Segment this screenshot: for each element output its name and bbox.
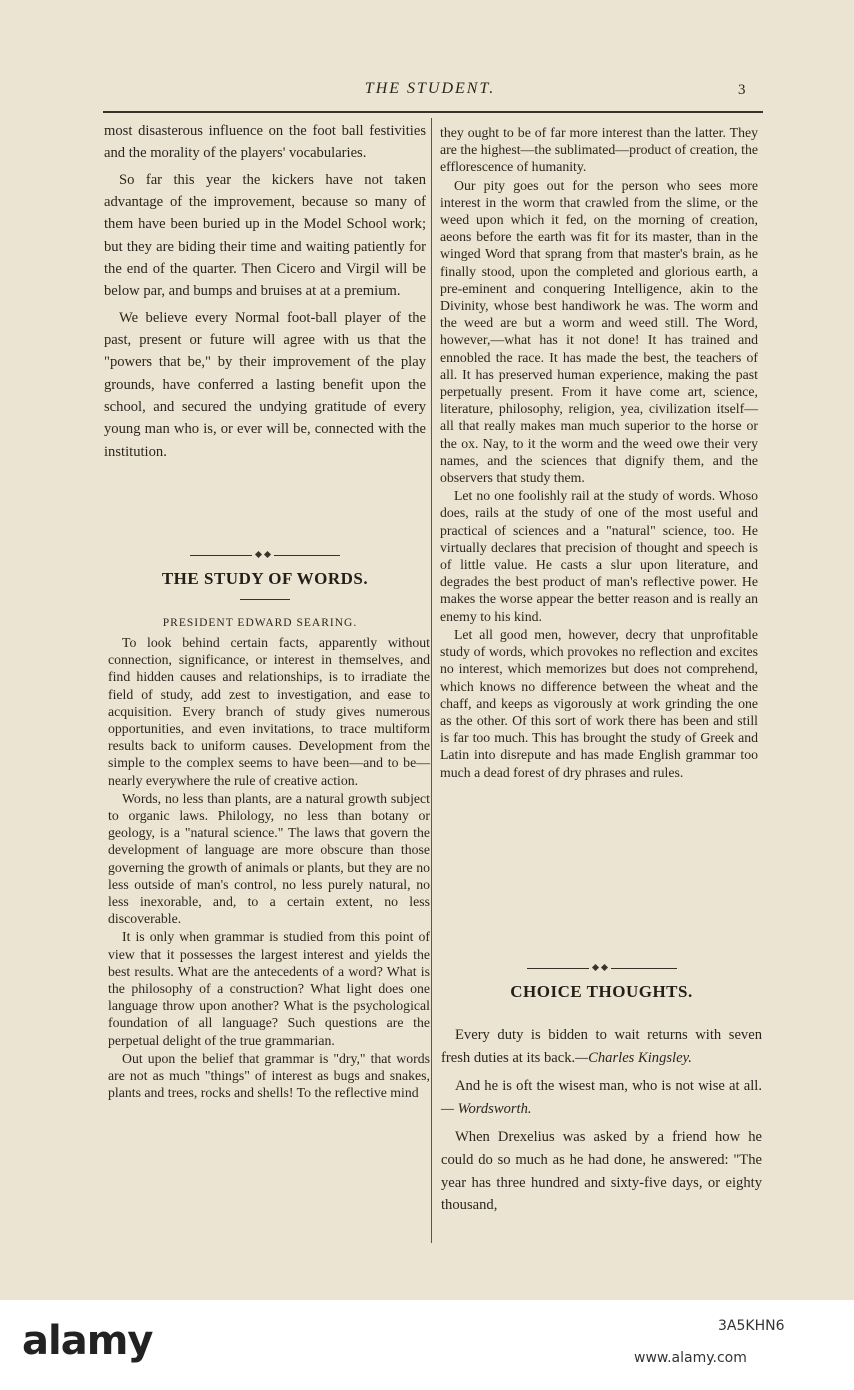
quote-attribution: —Charles Kingsley. (575, 1049, 692, 1066)
page-number: 3 (738, 82, 746, 98)
stock-url: www.alamy.com (634, 1350, 747, 1366)
title-rule (240, 599, 290, 600)
alamy-logo: alamy (22, 1318, 153, 1364)
paragraph: Let no one foolishly rail at the study of words. Whoso does, rails at the study of one of the most useful and practical of sciences and a "natural" science, too. He virtually declares that precision of thought and speech is of little value. He casts a slur upon literature, and degrades the best product of man's reflective power. He makes the worse appear the better reason and is really an enemy to his kind. (440, 488, 758, 624)
section-ornament (190, 551, 340, 561)
paragraph: Out upon the belief that grammar is "dry," that words are not as much "things" of interest as bugs and snakes, plants and trees, rocks and shells! To the reflective mind (108, 1050, 430, 1101)
paragraph: they ought to be of far more interest than the latter. They are the highest—the sublimated—product of creation, the efflorescence of humanity. (440, 125, 758, 175)
section-ornament (527, 964, 677, 974)
article-byline: PRESIDENT EDWARD SEARING. (162, 617, 358, 629)
paragraph: Our pity goes out for the person who sees more interest in the worm that crawled from the slime, or the weed upon which it fed, on the morning of creation, aeons before the earth was fit for its master, than in the winged Word that sprang from that master's brain, as he finally stood, upon the completed and glorious earth, a pre-eminent and conquering Intelligence, akin to the Divinity, whose best handiwork he was. The worm and the weed are but a worm and weed still. The Word, however,—what has it not done! It has trained and ennobled the race. It has made the best, the teachers of all. It has preserved human experience, making the past perpetually present. From it have come art, science, literature, philosophy, religion, yea, civilization itself—all that really makes man much superior to the horse or the ox. Nay, to it the worm and the weed owe their very names, and the sciences that dignify them, and the observers that study them. (440, 177, 758, 486)
image-id: 3A5KHN6 (718, 1318, 785, 1334)
choice-thoughts (441, 1024, 762, 1223)
football-article (104, 120, 426, 467)
paragraph: To look behind certain facts, apparently without connection, significance, or interest in themselves, and find hidden causes and relationships, is to irradiate the field of study, add zest to investigation, and ease to acquisition. Every branch of study gives numerous opportunities, and even invitations, to trace multiform results back to uniform causes. Development from the simple to the complex seems to have been—and to be—nearly everywhere the rule of creative action. (108, 635, 430, 788)
quote (441, 1126, 762, 1216)
choice-thoughts-title: CHOICE THOUGHTS. (510, 982, 693, 1001)
header-rule (103, 111, 763, 113)
paragraph: Let all good men, however, decry that unprofitable study of words, which provokes no reflection and excites no interest, which memorizes but does not comprehend, which knows no difference between the wheat and the chaff, and keeps as vigorously at work grinding the one as the other. Of this sort of work there has been and still is far too much. This has brought the study of Greek and Latin into disrepute and has made English grammar too much a dead forest of dry phrases and rules. (440, 626, 758, 780)
study-of-words-left (108, 634, 430, 1102)
paragraph: We believe every Normal foot-ball player of the past, present or future will agree with us that the "powers that be," by their improvement of the play grounds, have conferred a lasting benefit upon the school, and secured the undying gratitude of every young man who is, or ever will be, connected with the institution. (104, 309, 426, 460)
study-of-words-right (440, 124, 758, 782)
quote-text: And he is oft the wisest man, who is not wise at all. (455, 1078, 762, 1095)
quote-text: When Drexelius was asked by a friend how he could do so much as he had done, he answered: "The year has three hundred and sixty-five days, or eighty thousand, (441, 1129, 762, 1214)
quote (441, 1075, 762, 1120)
paragraph: Words, no less than plants, are a natural growth subject to organic laws. Philology, no less than botany or geology, is a "natural science." The laws that govern the development of language are more obscure than those governing the growth of animals or plants, but they are no less outside of man's control, no less purely natural, no less inexorable, and, to a certain extent, no less discoverable. (108, 790, 430, 927)
running-header-title: THE STUDENT. (364, 80, 496, 97)
column-divider (431, 118, 432, 1243)
quote (441, 1024, 762, 1069)
paragraph: most disasterous influence on the foot ball festivities and the morality of the players' vocabularies. (104, 123, 426, 162)
quote-attribution: — Wordsworth. (441, 1100, 532, 1117)
paragraph: It is only when grammar is studied from this point of view that it possesses the largest interest and yields the best results. What are the antecedents of a word? What is the philosophy of a construction? What light does one language throw upon another? What is the psychological foundation of all language? Such questions are the perpetual delight of the true grammarian. (108, 929, 430, 1048)
quote-text: Every duty is bidden to wait returns with seven fresh duties at its back. (441, 1027, 762, 1066)
paragraph: So far this year the kickers have not taken advantage of the improvement, because so many of them have been buried up in the Model School work; but they are biding their time and waiting patiently for the end of the quarter. Then Cicero and Virgil will be below par, and bumps and bruises at at a premium. (104, 171, 426, 300)
article-title: THE STUDY OF WORDS. (161, 569, 369, 588)
